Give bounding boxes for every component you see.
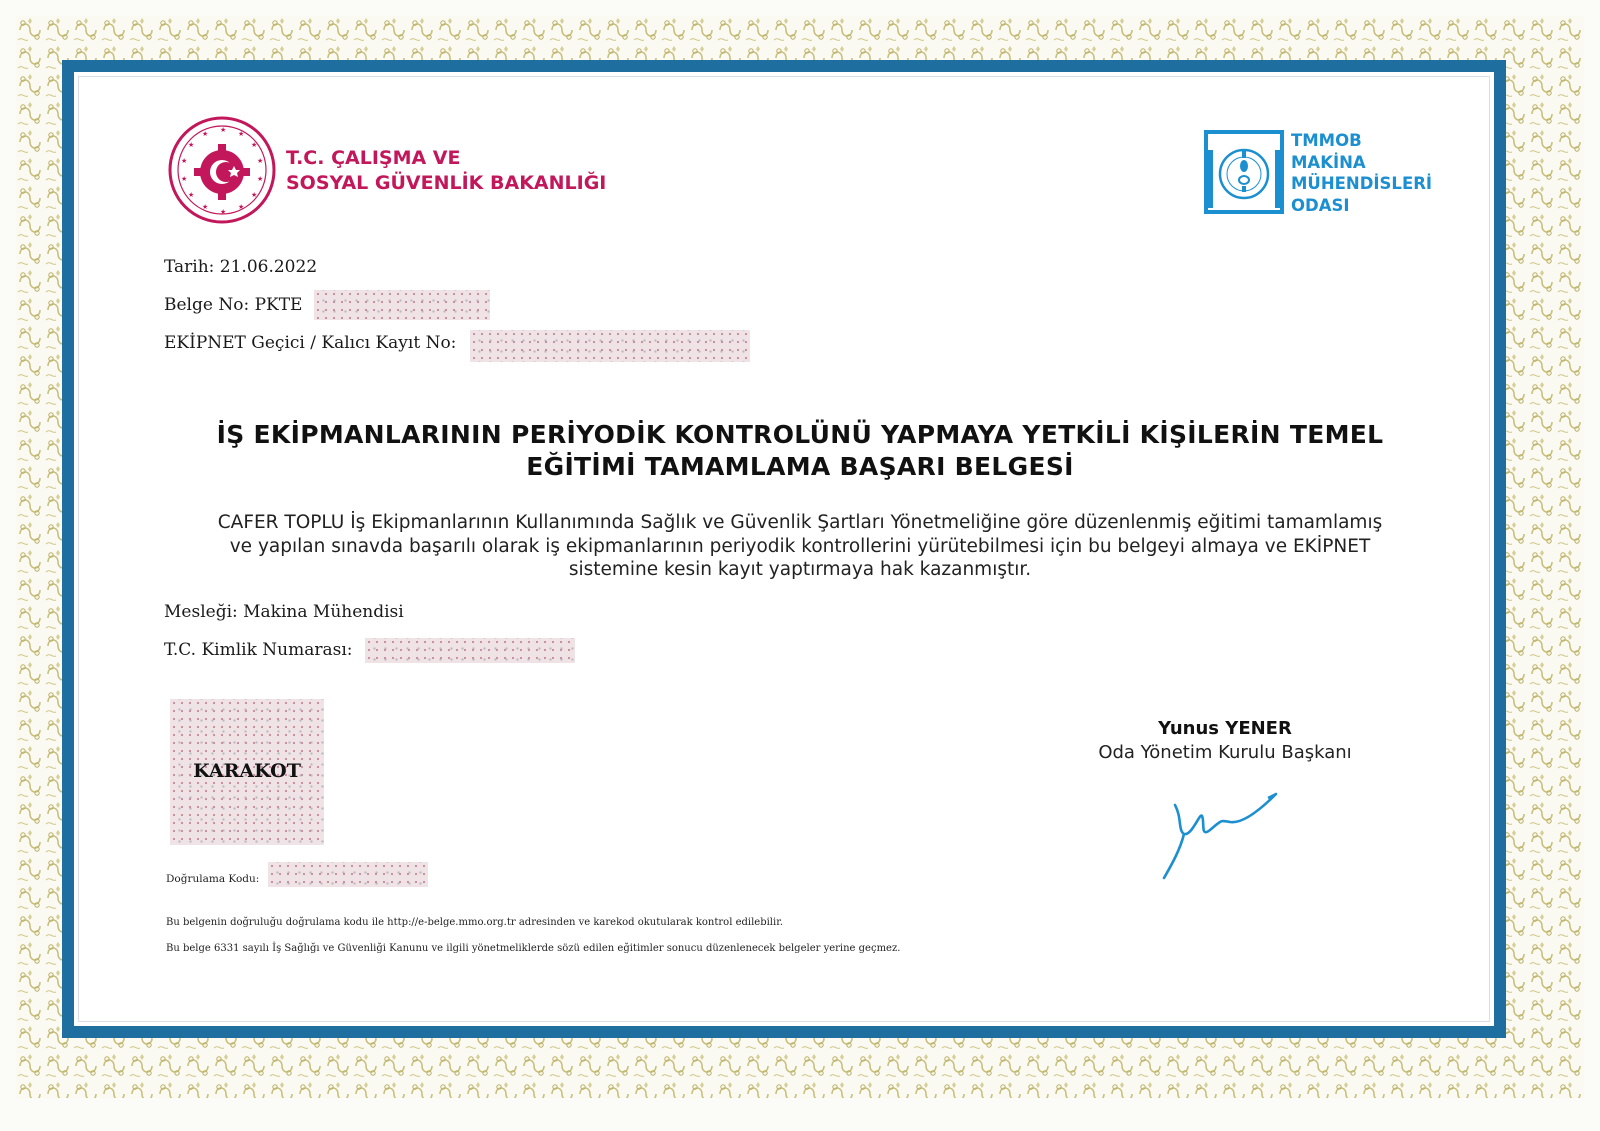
svg-text:★: ★ xyxy=(257,175,264,183)
tc-id-field: T.C. Kimlik Numarası: xyxy=(164,640,353,660)
tc-id-redaction xyxy=(365,638,575,663)
certificate-title xyxy=(160,419,1440,483)
svg-text:★: ★ xyxy=(188,141,195,149)
certificate-title-line1: İŞ EKİPMANLARININ PERİYODİK KONTROLÜNÜ YAPMAYA YETKİLİ KİŞİLERİN TEMEL xyxy=(216,420,1384,449)
statement-line3: sistemine kesin kayıt yaptırmaya hak kazanmıştır. xyxy=(568,559,1032,580)
svg-text:★: ★ xyxy=(257,157,264,165)
profession-field: Mesleği: Makina Mühendisi xyxy=(164,602,404,622)
statement-line2: ve yapılan sınavda başarılı olarak iş ekipmanlarının periyodik kontrollerini yürütebilmesi için bu belgeyi almaya ve EKİPNET xyxy=(229,535,1371,557)
verification-code-redaction xyxy=(268,862,428,887)
signature xyxy=(1160,790,1290,880)
chamber-name-line1: TMMOB xyxy=(1291,131,1362,150)
svg-text:★: ★ xyxy=(181,175,188,183)
svg-text:★: ★ xyxy=(202,130,209,138)
chamber-logo-icon xyxy=(1204,130,1284,214)
ekipnet-field: EKİPNET Geçici / Kalıcı Kayıt No: xyxy=(164,333,457,353)
svg-text:★: ★ xyxy=(202,203,209,211)
svg-text:★: ★ xyxy=(220,126,227,134)
belge-no-field: Belge No: PKTE xyxy=(164,295,303,315)
ministry-name-line2: SOSYAL GÜVENLİK BAKANLIĞI xyxy=(286,172,607,194)
verification-code-label: Doğrulama Kodu: xyxy=(166,873,260,885)
chamber-name-line2: MAKİNA xyxy=(1291,152,1366,172)
ministry-seal-icon xyxy=(168,116,276,224)
svg-text:★: ★ xyxy=(181,157,188,165)
svg-text:★: ★ xyxy=(238,203,245,211)
svg-text:★: ★ xyxy=(251,141,258,149)
belge-no-redaction xyxy=(314,290,490,320)
certificate-statement xyxy=(168,511,1432,582)
svg-text:★: ★ xyxy=(238,130,245,138)
signer-title: Oda Yönetim Kurulu Başkanı xyxy=(1098,742,1352,763)
certificate-title-line2: EĞİTİMİ TAMAMLAMA BAŞARI BELGESİ xyxy=(526,452,1074,481)
svg-text:★: ★ xyxy=(251,191,258,199)
chamber-name-line3: MÜHENDİSLERİ xyxy=(1291,174,1433,193)
svg-text:★: ★ xyxy=(188,191,195,199)
chamber-name xyxy=(1291,130,1432,216)
ekipnet-redaction xyxy=(470,330,750,362)
qr-code-label: KARAKOT xyxy=(193,760,301,782)
chamber-name-line4: ODASI xyxy=(1291,195,1350,215)
footer-note-legal: Bu belge 6331 sayılı İş Sağlığı ve Güvenliği Kanunu ve ilgili yönetmeliklerde sözü edilen eğitimler sonucu düzenlenecek belgeler yerine geçmez. xyxy=(166,943,901,954)
ministry-name xyxy=(286,146,606,196)
svg-text:★: ★ xyxy=(220,208,227,216)
date-field: Tarih: 21.06.2022 xyxy=(164,257,318,277)
footer-note-verification: Bu belgenin doğruluğu doğrulama kodu ile http://e-belge.mmo.org.tr adresinden ve karekod okutularak kontrol edilebilir. xyxy=(166,917,784,928)
statement-line1: CAFER TOPLU İş Ekipmanlarının Kullanımında Sağlık ve Güvenlik Şartları Yönetmeliğine göre düzenlenmiş eğitimi tamamlamış xyxy=(217,512,1383,533)
ministry-name-line1: T.C. ÇALIŞMA VE xyxy=(286,147,461,169)
signer-name: Yunus YENER xyxy=(1158,718,1292,739)
